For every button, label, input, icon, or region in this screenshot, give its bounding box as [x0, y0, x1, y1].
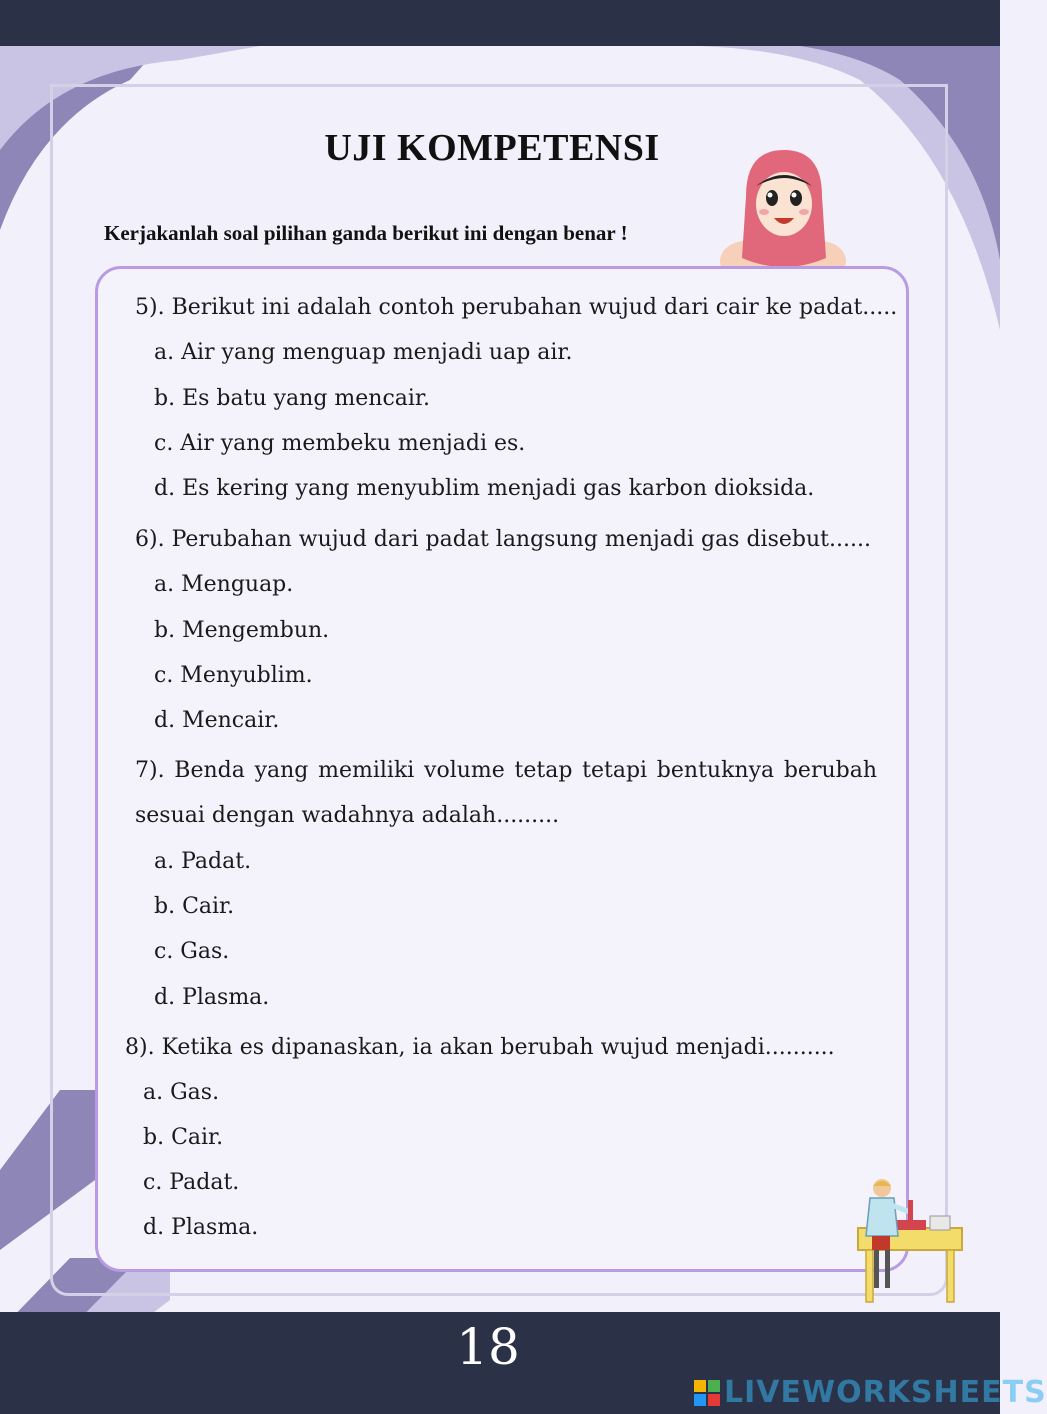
question-7-word: Benda: [174, 758, 245, 783]
question-8-option-d[interactable]: d. Plasma.: [143, 1215, 259, 1240]
liveworksheets-logo-icon: [694, 1380, 720, 1406]
instruction-text: Kerjakanlah soal pilihan ganda berikut ini dengan benar !: [104, 221, 628, 245]
question-7-word: yang: [254, 758, 309, 783]
question-7-word: berubah: [783, 758, 877, 783]
question-8-option-b[interactable]: b. Cair.: [143, 1125, 224, 1150]
question-7-option-d[interactable]: d. Plasma.: [154, 985, 270, 1010]
question-5-text: 5). Berikut ini adalah contoh perubahan wujud dari cair ke padat.....: [135, 295, 898, 320]
question-7-option-c[interactable]: c. Gas.: [154, 939, 230, 964]
question-6-option-d[interactable]: d. Mencair.: [154, 708, 280, 733]
question-7-word: bentuknya: [656, 758, 775, 783]
question-8-option-a[interactable]: a. Gas.: [143, 1080, 220, 1105]
page-number: 18: [456, 1318, 520, 1376]
question-8-text: 8). Ketika es dipanaskan, ia akan berubah wujud menjadi..........: [125, 1035, 835, 1060]
top-bar: [0, 0, 1000, 46]
question-7-text: [135, 757, 877, 785]
question-5-option-b[interactable]: b. Es batu yang mencair.: [154, 386, 431, 411]
question-7-word: 7).: [135, 758, 165, 783]
question-8-option-c[interactable]: c. Padat.: [143, 1170, 240, 1195]
question-7-option-a[interactable]: a. Padat.: [154, 849, 252, 874]
question-7-word: volume: [424, 758, 505, 783]
question-5-option-a[interactable]: a. Air yang menguap menjadi uap air.: [154, 340, 573, 365]
question-6-option-b[interactable]: b. Mengembun.: [154, 618, 330, 643]
question-6-option-c[interactable]: c. Menyublim.: [154, 663, 313, 688]
question-7-word: tetapi: [582, 758, 648, 783]
question-7-word: memiliki: [318, 758, 415, 783]
question-7-text-line2: sesuai dengan wadahnya adalah.........: [135, 803, 560, 828]
question-6-text: 6). Perubahan wujud dari padat langsung menjadi gas disebut......: [135, 527, 871, 552]
question-6-option-a[interactable]: a. Menguap.: [154, 572, 294, 597]
liveworksheets-watermark[interactable]: LIVEWORKSHEETS: [724, 1375, 1047, 1410]
scientist-illustration: [852, 1176, 966, 1304]
question-5-option-d[interactable]: d. Es kering yang menyublim menjadi gas karbon dioksida.: [154, 476, 815, 501]
question-7-word: tetap: [514, 758, 573, 783]
question-7-option-b[interactable]: b. Cair.: [154, 894, 235, 919]
page-title: UJI KOMPETENSI: [324, 127, 660, 169]
question-5-option-c[interactable]: c. Air yang membeku menjadi es.: [154, 431, 526, 456]
